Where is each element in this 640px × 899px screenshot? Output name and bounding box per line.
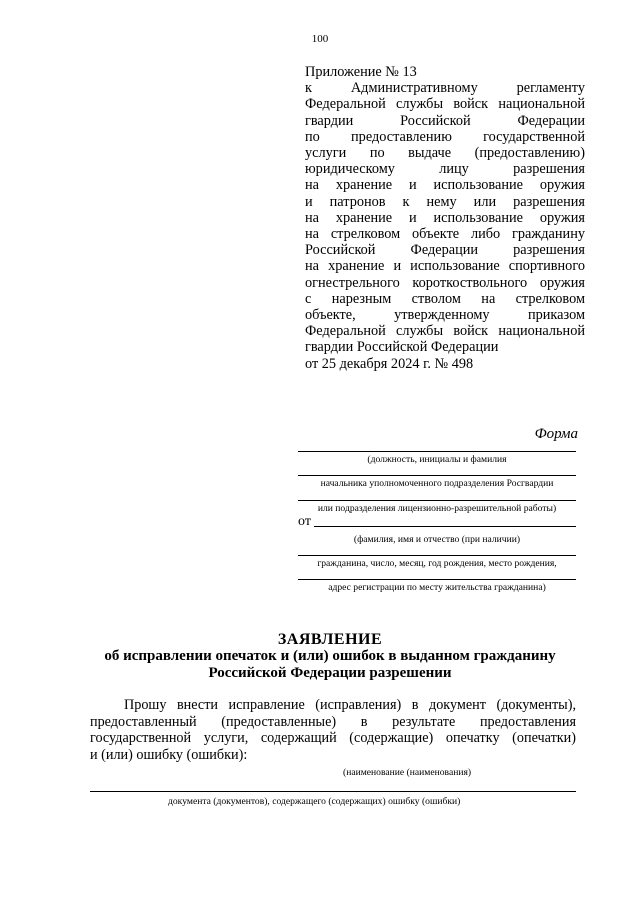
body-text — [90, 697, 576, 763]
field-caption: (должность, инициалы и фамилия — [367, 454, 507, 465]
appendix-line: на хранение и использование спортивного — [305, 258, 585, 275]
appendix-line: гвардии Российской Федерации — [305, 112, 585, 129]
appendix-line: на хранение и использование оружия — [305, 209, 585, 226]
field-caption: адрес регистрации по месту жительства гражданина) — [328, 582, 546, 593]
birth-field — [298, 555, 576, 569]
fill-line[interactable] — [298, 555, 576, 556]
from-row — [298, 514, 576, 530]
field-caption: гражданина, число, месяц, год рождения, место рождения, — [317, 558, 557, 569]
appendix-line: услуги по выдаче (предоставлению) — [305, 145, 585, 162]
fio-caption-field — [298, 532, 576, 545]
appendix-line: объекте, утвержденному приказом — [305, 307, 585, 324]
appendix-line: юридическому лицу разрешения — [305, 161, 585, 178]
appendix-line: на хранение и использование оружия — [305, 177, 585, 194]
body-line: государственной услуги, содержащий (содержащие) опечатку (опечатки) — [90, 730, 576, 747]
head-field — [298, 475, 576, 489]
fill-line[interactable] — [298, 579, 576, 580]
appendix-line: и патронов к нему или разрешения — [305, 193, 585, 210]
appendix-line: с нарезным стволом на стрелковом — [305, 290, 585, 307]
appendix-line: Российской Федерации разрешения — [305, 242, 585, 259]
body-last-line — [90, 747, 576, 764]
appendix-line: Федеральной службы войск национальной — [305, 323, 585, 340]
form-label: Форма — [534, 426, 578, 442]
document-fill-line[interactable] — [90, 791, 576, 792]
fill-line[interactable] — [314, 526, 576, 527]
unit-field — [298, 500, 576, 514]
appendix-line: от 25 декабря 2024 г. № 498 — [305, 355, 474, 372]
position-field — [298, 451, 576, 465]
from-label: от — [298, 514, 311, 529]
field-caption: (фамилия, имя и отчество (при наличии) — [353, 534, 521, 545]
field-caption: или подразделения лицензионно-разрешительной работы) — [317, 503, 557, 514]
appendix-line: огнестрельного короткоствольного оружия — [305, 274, 585, 291]
body-line: Прошу внести исправление (исправления) в документ (документы), — [124, 697, 576, 713]
appendix-line: на стрелковом объекте либо гражданину — [305, 226, 585, 243]
appendix-line: по предоставлению государственной — [305, 128, 585, 145]
body-line: предоставленный (предоставленные) в результате предоставления — [90, 713, 576, 730]
fill-line[interactable] — [298, 475, 576, 476]
appendix-block — [305, 64, 585, 372]
address-field — [298, 579, 576, 593]
appendix-line: Приложение № 13 — [305, 64, 417, 80]
document-caption: документа (документов), содержащего (содержащих) ошибку (ошибки) — [168, 796, 461, 807]
fill-line[interactable] — [298, 500, 576, 501]
document-title — [80, 631, 580, 682]
appendix-line: гвардии Российской Федерации — [305, 339, 499, 356]
field-caption: начальника уполномоченного подразделения Росгвардии — [320, 478, 554, 489]
fill-line[interactable] — [298, 451, 576, 452]
appendix-line: к Административному регламенту — [305, 80, 585, 97]
body-line: и (или) ошибку (ошибки): — [90, 746, 248, 763]
title-main: ЗАЯВЛЕНИЕ — [277, 631, 383, 648]
appendix-line: Федеральной службы войск национальной — [305, 96, 585, 113]
title-sub: об исправлении опечаток и (или) ошибок в выданном гражданину — [104, 648, 556, 664]
page-number: 100 — [311, 33, 329, 45]
name-caption: (наименование (наименования) — [343, 767, 472, 778]
title-sub: Российской Федерации разрешении — [208, 665, 452, 681]
